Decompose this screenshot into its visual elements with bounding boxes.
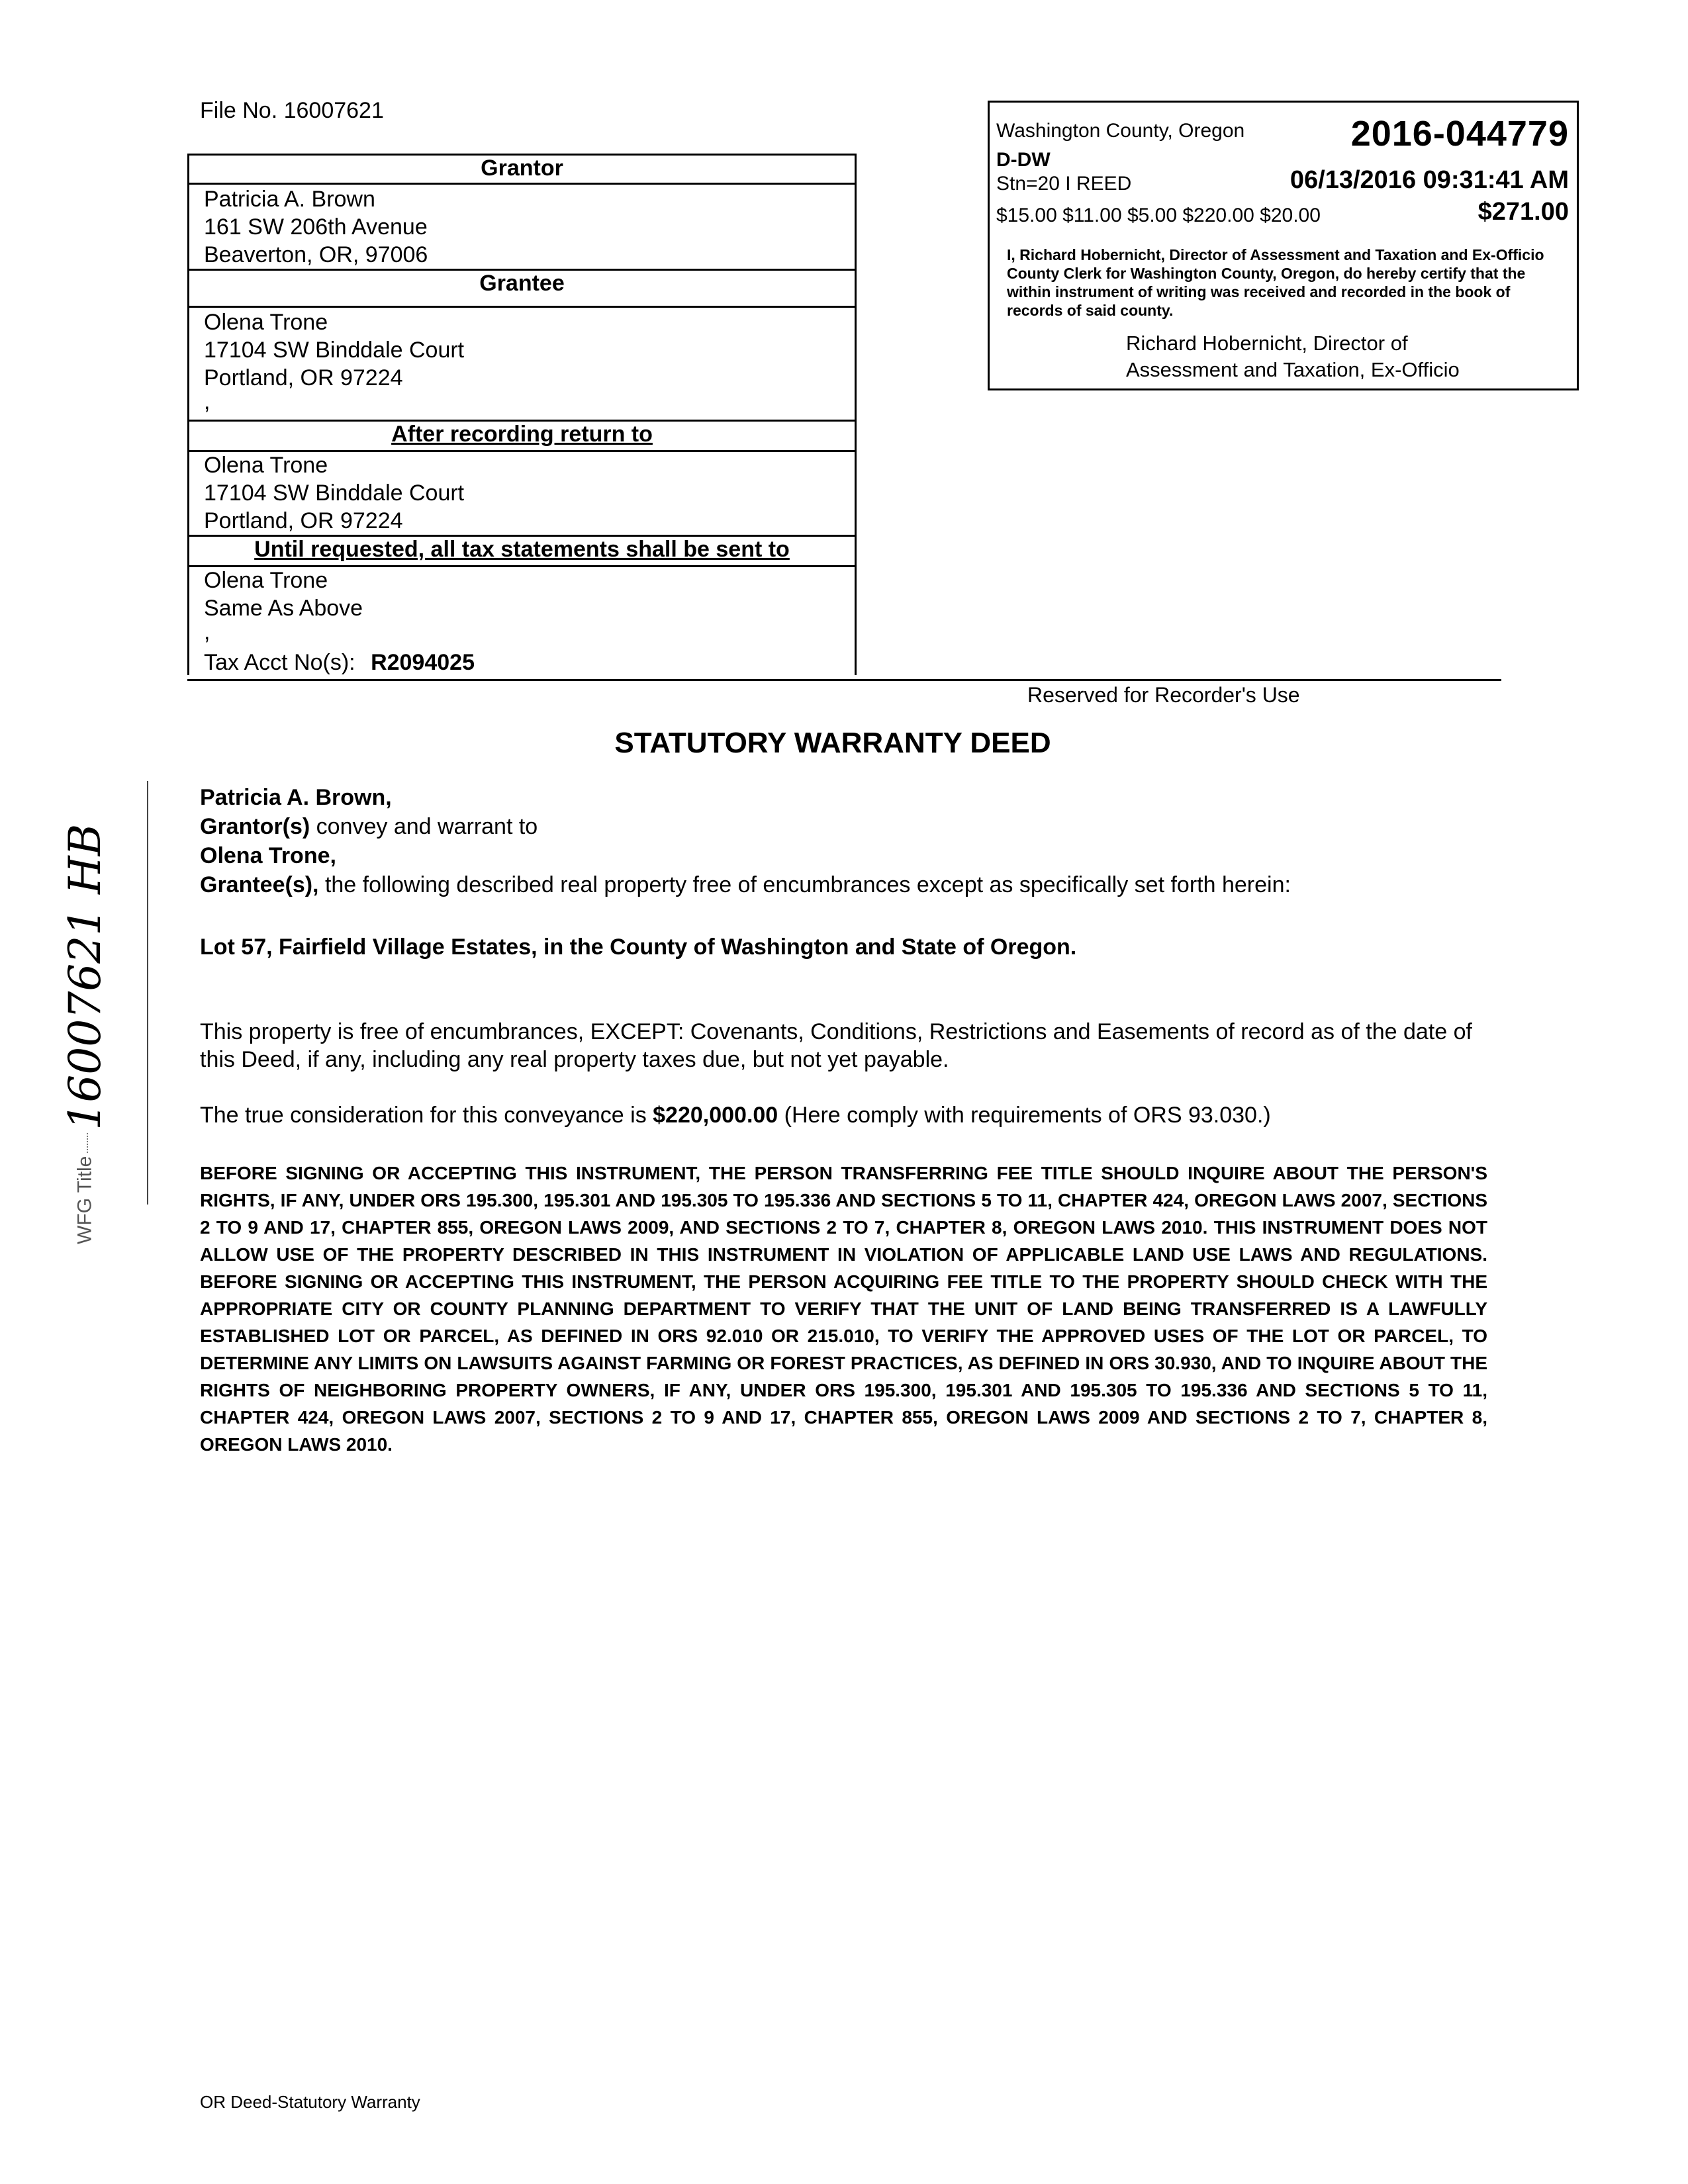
tax-account-number: R2094025	[371, 650, 475, 675]
grantee-name: Olena Trone	[204, 310, 328, 335]
grantor-city: Beaverton, OR, 97006	[204, 242, 428, 267]
tax-statements-extra: ,	[204, 619, 211, 645]
grantee-city: Portland, OR 97224	[204, 365, 403, 390]
recorder-total: $271.00	[1477, 198, 1569, 226]
return-to-name: Olena Trone	[204, 453, 328, 478]
margin-title-note	[60, 741, 139, 1244]
recorder-county: Washington County, Oregon	[996, 120, 1245, 142]
recorder-reserved-rule	[187, 679, 1501, 681]
tax-account-line	[204, 649, 475, 676]
recorder-datetime: 06/13/2016 09:31:41 AM	[1289, 166, 1569, 194]
encumbrances-paragraph: This property is free of encumbrances, EXCEPT: Covenants, Conditions, Restrictions and Easements of record as of the date of this Deed, if any, including any real property taxes due, but not yet payable.	[200, 1019, 1472, 1072]
grantee-conveyance: Grantee(s), the following described real property free of encumbrances except as specifically set forth herein:	[200, 872, 1291, 897]
return-to-city: Portland, OR 97224	[204, 508, 403, 533]
tax-statements-address: Same As Above	[204, 596, 363, 621]
return-to-heading: After recording return to	[391, 422, 653, 447]
footer-form-name: OR Deed-Statutory Warranty	[200, 2092, 420, 2112]
margin-handwritten-file-number: 16007621 HB	[60, 823, 111, 1130]
tax-statements-heading: Until requested, all tax statements shall be sent to	[254, 537, 790, 562]
legal-description: Lot 57, Fairfield Village Estates, in the County of Washington and State of Oregon.	[200, 934, 1077, 960]
recorder-station: Stn=20 I REED	[996, 173, 1132, 195]
recorder-certification: I, Richard Hobernicht, Director of Assessment and Taxation and Ex-Officio County Clerk for Washington County, Oregon, do hereby certify that the within instrument of writing was received and recorded in the book of records of said county.	[1007, 246, 1544, 319]
grantee-heading: Grantee	[479, 271, 565, 296]
file-number: File No. 16007621	[200, 98, 384, 123]
statutory-notice: BEFORE SIGNING OR ACCEPTING THIS INSTRUMENT, THE PERSON TRANSFERRING FEE TITLE SHOULD INQUIRE ABOUT THE PERSON'S RIGHTS, IF ANY, UNDER ORS 195.300, 195.301 AND 195.305 TO 195.336 AND SECTIONS 5 TO 11, CHAPTER 424, OREGON LAWS 2007, SECTIONS 2 TO 9 AND 17, CHAPTER 855, OREGON LAWS 2009, AND SECTIONS 2 TO 7, CHAPTER 8, OREGON LAWS 2010. THIS INSTRUMENT DOES NOT ALLOW USE OF THE PROPERTY DESCRIBED IN THIS INSTRUMENT IN VIOLATION OF APPLICABLE LAND USE LAWS AND REGULATIONS. BEFORE SIGNING OR ACCEPTING THIS INSTRUMENT, THE PERSON ACQUIRING FEE TITLE TO THE PROPERTY SHOULD CHECK WITH THE APPROPRIATE CITY OR COUNTY PLANNING DEPARTMENT TO VERIFY THAT THE UNIT OF LAND BEING TRANSFERRED IS A LAWFULLY ESTABLISHED LOT OR PARCEL, AS DEFINED IN ORS 92.010 OR 215.010, TO VERIFY THE APPROVED USES OF THE LOT OR PARCEL, TO DETERMINE ANY LIMITS ON LAWSUITS AGAINST FARMING OR FOREST PRACTICES, AS DEFINED IN ORS 30.930, AND TO INQUIRE ABOUT THE RIGHTS OF NEIGHBORING PROPERTY OWNERS, IF ANY, UNDER ORS 195.300, 195.301 AND 195.305 TO 195.336 AND SECTIONS 5 TO 11, CHAPTER 424, OREGON LAWS 2007, SECTIONS 2 TO 9 AND 17, CHAPTER 855, OREGON LAWS 2009 AND SECTIONS 2 TO 7, CHAPTER 8, OREGON LAWS 2010.	[200, 1163, 1487, 1455]
document-title: STATUTORY WARRANTY DEED	[614, 727, 1051, 759]
margin-printed-label: WFG Title	[73, 1156, 96, 1244]
return-to-street: 17104 SW Binddale Court	[204, 480, 465, 506]
party-info-box	[187, 154, 857, 675]
reserved-label: Reserved for Recorder's Use	[1027, 683, 1300, 707]
grantor-street: 161 SW 206th Avenue	[204, 214, 428, 240]
recorder-signature-line-1: Richard Hobernicht, Director of	[1126, 332, 1408, 355]
recorder-fees: $15.00 $11.00 $5.00 $220.00 $20.00	[996, 205, 1321, 226]
grantee-party-name: Olena Trone,	[200, 843, 336, 868]
margin-vertical-line	[147, 781, 148, 1205]
grantee-street: 17104 SW Binddale Court	[204, 338, 465, 363]
grantor-heading: Grantor	[481, 156, 563, 181]
tax-account-label: Tax Acct No(s):	[204, 650, 355, 675]
grantor-party-name: Patricia A. Brown,	[200, 785, 392, 810]
grantee-extra: ,	[204, 389, 211, 414]
grantor-conveyance: Grantor(s) convey and warrant to	[200, 814, 538, 839]
recorder-doc-number: 2016-044779	[1350, 114, 1569, 154]
recorder-stamp-box	[988, 101, 1579, 390]
grantor-name: Patricia A. Brown	[204, 187, 375, 212]
recorder-doc-type: D-DW	[996, 149, 1051, 171]
recorder-signature-line-2: Assessment and Taxation, Ex-Officio	[1126, 358, 1460, 381]
tax-statements-name: Olena Trone	[204, 568, 328, 593]
consideration-paragraph: The true consideration for this conveyance is $220,000.00 (Here comply with requirements of ORS 93.030.)	[200, 1103, 1271, 1128]
